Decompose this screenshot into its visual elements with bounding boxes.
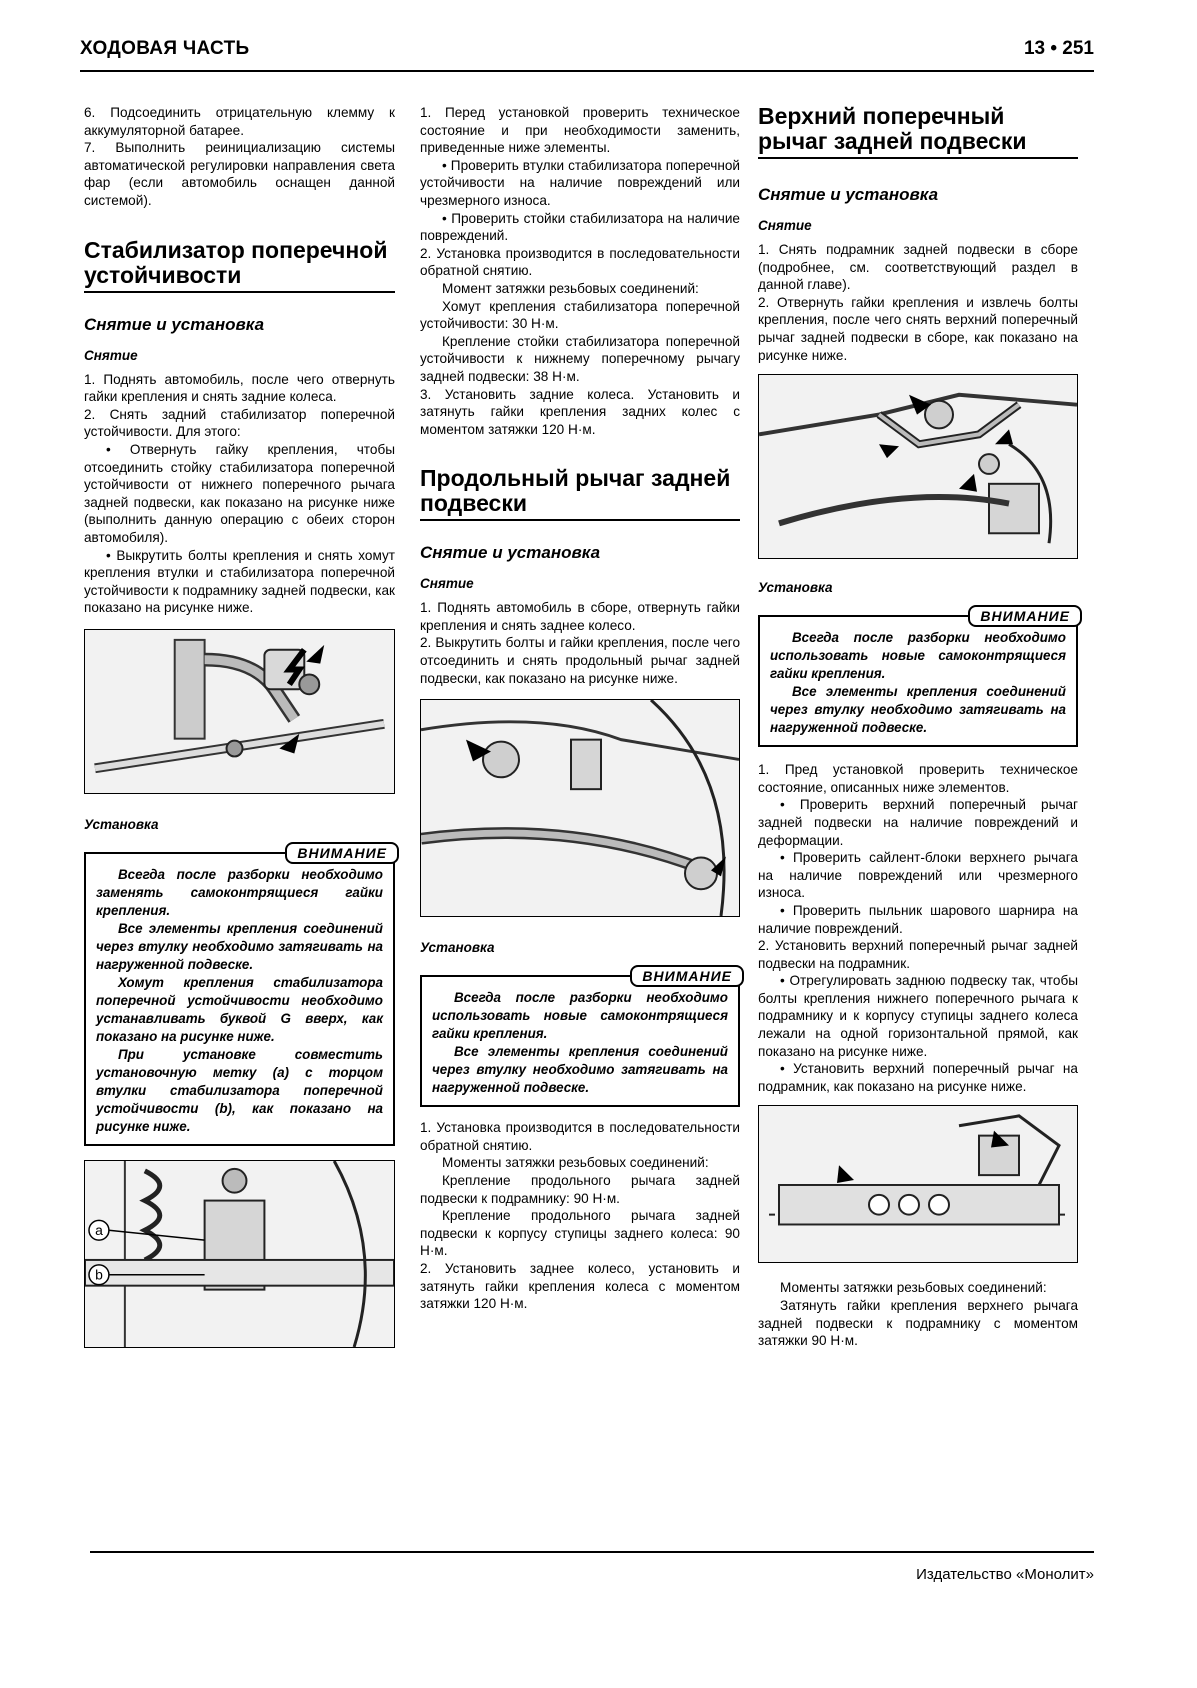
removal-label: Снятие bbox=[84, 347, 138, 363]
bullet-paragraph: • Проверить сайлент-блоки верхнего рычага на наличие повреждений или чрезмерного износа. bbox=[758, 850, 1078, 901]
paragraph: 2. Установить верхний поперечный рычаг задней подвески на подрамник. bbox=[758, 938, 1078, 971]
warning-box bbox=[420, 968, 740, 1107]
figure-upper-arm bbox=[758, 374, 1078, 559]
warning-box bbox=[758, 608, 1078, 747]
warning-text: Все элементы крепления соединений через втулку необходимо затягивать на нагруженной подвеске. bbox=[770, 684, 1066, 736]
subsection-title: Снятие и установка bbox=[84, 314, 265, 334]
paragraph: 2. Установить заднее колесо, установить и затянуть гайки крепления колеса с моментом затяжки 120 Н·м. bbox=[420, 1261, 740, 1312]
install-label: Установка bbox=[420, 940, 495, 956]
paragraph: 2. Выкрутить болты и гайки крепления, после чего отсоединить и снять продольный рычаг задней подвески, как показано на рисунке ниже. bbox=[420, 635, 740, 686]
upper-arm-diagram bbox=[759, 375, 1077, 558]
page-number: 13 • 251 bbox=[1023, 38, 1094, 59]
paragraph: 1. Перед установкой проверить техническое состояние и при необходимости заменить, приведенные ниже элементы. bbox=[420, 105, 740, 156]
bullet-paragraph: • Проверить стойки стабилизатора на наличие повреждений. bbox=[420, 210, 740, 244]
paragraph: 2. Установка производится в последовательности обратной снятию. bbox=[420, 245, 740, 279]
publisher: Издательство «Монолит» bbox=[916, 1566, 1094, 1583]
figure-trailing-arm bbox=[420, 699, 740, 917]
warning-text: Всегда после разборки необходимо использовать новые самоконтрящиеся гайки крепления. bbox=[770, 630, 1066, 682]
paragraph: 7. Выполнить реинициализацию системы автоматической регулировки направления света фар (если автомобиль оснащен данной системой). bbox=[84, 140, 395, 208]
figure-stabilizer-bushing bbox=[84, 1160, 395, 1348]
subsection-title: Снятие и установка bbox=[758, 185, 939, 204]
figure-stabilizer-removal bbox=[84, 629, 395, 794]
paragraph: 1. Поднять автомобиль в сборе, отвернуть гайки крепления и снять заднее колесо. bbox=[420, 600, 740, 633]
install-label: Установка bbox=[758, 580, 833, 596]
warning-tag: ВНИМАНИЕ bbox=[630, 965, 744, 987]
warning-tag: ВНИМАНИЕ bbox=[968, 605, 1082, 627]
callout-b: b bbox=[95, 1266, 103, 1283]
torque-spec: Затянуть гайки крепления верхнего рычага задней подвески к подрамнику с моментом затяжки 90 Н·м. bbox=[758, 1298, 1078, 1349]
warning-text: Хомут крепления стабилизатора поперечной устойчивости необходимо устанавливать буквой G вверх, как показано на рисунке ниже. bbox=[96, 974, 383, 1044]
warning-text: Все элементы крепления соединений через втулку необходимо затягивать на нагруженной подвеске. bbox=[96, 920, 383, 972]
torque-spec: Крепление стойки стабилизатора поперечной устойчивости к нижнему поперечному рычагу задней подвески: 38 Н·м. bbox=[420, 333, 740, 384]
bullet-paragraph: • Отрегулировать заднюю подвеску так, чтобы болты крепления нижнего поперечного рычага к подрамнику и к корпусу ступицы заднего колеса лежали на одной горизонтальной прямой, как показано на рисунке ниже. bbox=[758, 973, 1078, 1059]
warning-box bbox=[84, 844, 395, 1146]
bullet-paragraph: • Проверить верхний поперечный рычаг задней подвески на наличие повреждений и деформации. bbox=[758, 797, 1078, 848]
paragraph: 1. Поднять автомобиль, после чего отвернуть гайки крепления и снять задние колеса. bbox=[84, 371, 395, 405]
torque-spec: Крепление продольного рычага задней подвески к подрамнику: 90 Н·м. bbox=[420, 1173, 740, 1206]
bushing-diagram bbox=[85, 1161, 394, 1347]
removal-label: Снятие bbox=[420, 576, 474, 592]
paragraph: 2. Снять задний стабилизатор поперечной устойчивости. Для этого: bbox=[84, 406, 395, 440]
paragraph: Моменты затяжки резьбовых соединений: bbox=[780, 1280, 1047, 1296]
warning-text: Все элементы крепления соединений через втулку необходимо затягивать на нагруженной подвеске. bbox=[432, 1044, 728, 1096]
column-1 bbox=[84, 104, 395, 1348]
section-title: Верхний поперечный рычаг задней подвески bbox=[758, 104, 1078, 159]
header-rule bbox=[80, 70, 1094, 72]
warning-tag: ВНИМАНИЕ bbox=[285, 842, 399, 864]
paragraph: 6. Подсоединить отрицательную клемму к аккумуляторной батарее. bbox=[84, 105, 395, 138]
figure-subframe bbox=[758, 1105, 1078, 1263]
bullet-paragraph: • Выкрутить болты крепления и снять хомут крепления втулки и стабилизатора поперечной устойчивости к подрамнику задней подвески, как показано на рисунке ниже. bbox=[84, 547, 395, 616]
warning-text: Всегда после разборки необходимо заменять самоконтрящиеся гайки крепления. bbox=[96, 866, 383, 918]
callout-a: a bbox=[95, 1222, 103, 1239]
subsection-title: Снятие и установка bbox=[420, 543, 601, 563]
footer-rule bbox=[90, 1551, 1094, 1553]
column-3 bbox=[758, 104, 1078, 1350]
bullet-paragraph: • Установить верхний поперечный рычаг на подрамник, как показано на рисунке ниже. bbox=[758, 1061, 1078, 1094]
paragraph: 2. Отвернуть гайки крепления и извлечь болты крепления, после чего снять верхний поперечный рычаг задней подвески в сборе, как показано на рисунке ниже. bbox=[758, 294, 1078, 363]
column-2 bbox=[420, 104, 740, 1313]
section-title: Продольный рычаг задней подвески bbox=[420, 466, 740, 521]
paragraph: 3. Установить задние колеса. Установить и затянуть гайки крепления задних колес с моментом затяжки 120 Н·м. bbox=[420, 386, 740, 437]
warning-text: При установке совместить установочную метку (a) с торцом втулки стабилизатора поперечной устойчивости (b), как показано на рисунке ниже. bbox=[96, 1046, 383, 1134]
warning-text: Всегда после разборки необходимо использовать новые самоконтрящиеся гайки крепления. bbox=[432, 990, 728, 1042]
paragraph: Момент затяжки резьбовых соединений: bbox=[442, 280, 699, 296]
subframe-diagram bbox=[759, 1106, 1077, 1262]
torque-spec: Хомут крепления стабилизатора поперечной устойчивости: 30 Н·м. bbox=[420, 298, 740, 332]
paragraph: 1. Установка производится в последовательности обратной снятию. bbox=[420, 1120, 740, 1153]
removal-label: Снятие bbox=[758, 218, 812, 233]
trailing-arm-diagram bbox=[421, 700, 739, 916]
paragraph: Моменты затяжки резьбовых соединений: bbox=[442, 1155, 709, 1171]
section-title: Стабилизатор поперечной устойчивости bbox=[84, 238, 395, 293]
bullet-paragraph: • Проверить втулки стабилизатора поперечной устойчивости на наличие повреждений или чрезмерного износа. bbox=[420, 157, 740, 208]
torque-spec: Крепление продольного рычага задней подвески к корпусу ступицы заднего колеса: 90 Н·м. bbox=[420, 1208, 740, 1259]
stabilizer-diagram bbox=[85, 630, 394, 793]
paragraph: 1. Пред установкой проверить техническое состояние, описанных ниже элементов. bbox=[758, 762, 1078, 795]
install-label: Установка bbox=[84, 816, 159, 832]
bullet-paragraph: • Проверить пыльник шарового шарнира на наличие повреждений. bbox=[758, 902, 1078, 936]
bullet-paragraph: • Отвернуть гайку крепления, чтобы отсоединить стойку стабилизатора поперечной устойчивости от нижнего поперечного рычага задней подвески, как показано на рисунке ниже (выполнить данную операцию с обеих сторон автомобиля). bbox=[84, 441, 395, 545]
running-header-section: ХОДОВАЯ ЧАСТЬ bbox=[80, 38, 250, 59]
paragraph: 1. Снять подрамник задней подвески в сборе (подробнее, см. соответствующий раздел в данной главе). bbox=[758, 242, 1078, 293]
